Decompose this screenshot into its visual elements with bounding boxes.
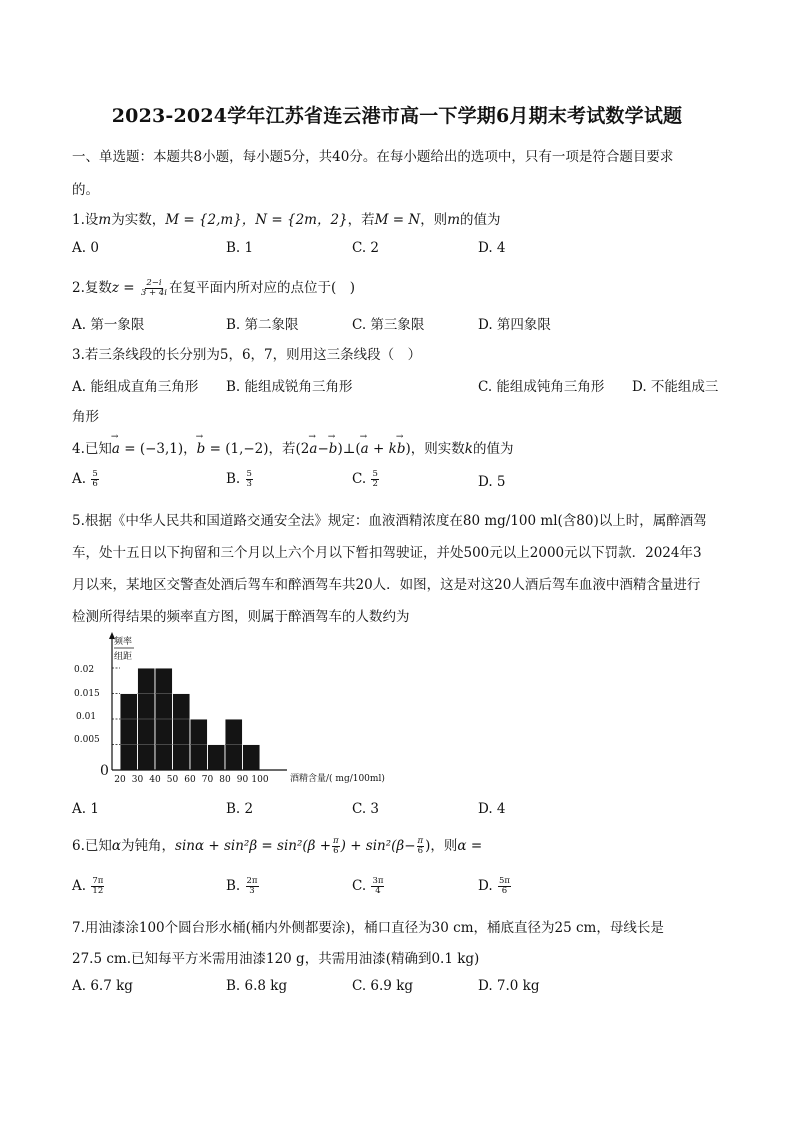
option-label: A.	[72, 878, 87, 894]
question-3: 3.若三条线段的长分别为5，6，7，则用这三条线段（ ）	[72, 347, 422, 363]
x-tick-label: 70	[201, 775, 214, 785]
histogram-bar	[208, 745, 226, 771]
numerator: 5	[372, 469, 378, 479]
q3-option-a[interactable]: A. 能组成直角三角形	[72, 379, 199, 395]
q2-numerator: 2−i	[146, 278, 162, 288]
numerator: 2π	[246, 876, 258, 886]
x-tick-label: 90	[236, 775, 249, 785]
q1-sets: M = {2,m}，N = {2m，2}	[165, 212, 348, 228]
question-5-line4: 检测所得结果的频率直方图，则属于醉酒驾车的人数约为	[72, 609, 410, 625]
frequency-histogram	[72, 630, 412, 790]
vector-b: → b	[197, 441, 206, 457]
q5-option-a[interactable]: A. 1	[72, 801, 99, 817]
option-fraction	[371, 470, 378, 489]
option-fraction	[246, 470, 253, 489]
pi-over-6	[332, 837, 340, 856]
x-tick-label: 80	[219, 775, 231, 785]
q2-var: z =	[111, 280, 135, 296]
q2-option-b[interactable]: B. 第二象限	[226, 317, 299, 333]
origin-label: 0	[100, 763, 109, 779]
x-tick-label: 100	[251, 775, 269, 785]
question-7-line2: 27.5 cm.已知每平方米需用油漆120 g，共需用油漆(精确到0.1 kg)	[72, 951, 480, 967]
q4-b-def: = (1,−2)，若(2	[209, 441, 310, 457]
q1-option-c[interactable]: C. 2	[352, 240, 380, 256]
denominator: 4	[375, 886, 381, 896]
q1-option-a[interactable]: A. 0	[72, 240, 99, 256]
q6-part: 为钝角，	[121, 838, 176, 854]
numerator: 5π	[498, 876, 510, 886]
numerator: π	[333, 836, 339, 846]
q6-alpha: α	[111, 838, 122, 854]
q1-part: ，则	[420, 212, 448, 228]
q2-option-a[interactable]: A. 第一象限	[72, 317, 145, 333]
q2-part: 2.复数	[72, 280, 112, 296]
q6-option-b[interactable]	[226, 877, 260, 896]
q6-option-d[interactable]	[478, 877, 512, 896]
question-2	[72, 276, 355, 298]
page-title: 2023-2024学年江苏省连云港市高一下学期6月期末考试数学试题	[111, 105, 683, 127]
x-tick-label: 20	[114, 775, 126, 785]
question-5-line2: 车，处十五日以下拘留和三个月以上六个月以下暂扣驾驶证，并处500元以上2000元以下罚款．2024年3	[72, 545, 702, 561]
q4-a-def: = (−3,1)，	[124, 441, 197, 457]
q4-part: 4.已知	[72, 441, 112, 457]
vector-a: → a	[309, 441, 317, 457]
denominator: 6	[501, 886, 508, 896]
q3-option-b[interactable]: B. 能组成锐角三角形	[226, 379, 353, 395]
option-label: A.	[72, 471, 87, 487]
q1-option-d[interactable]: D. 4	[478, 240, 506, 256]
q1-option-b[interactable]: B. 1	[226, 240, 254, 256]
histogram-bar	[120, 694, 138, 771]
numerator: 5	[92, 469, 98, 479]
option-label: C.	[352, 471, 367, 487]
q7-option-d[interactable]: D. 7.0 kg	[478, 978, 540, 994]
q6-expr: sinα + sin²β = sin²(β +	[175, 838, 332, 854]
q5-option-c[interactable]: C. 3	[352, 801, 380, 817]
q2-denominator: 3 + 4i	[140, 288, 167, 298]
q4-k: k	[388, 441, 397, 457]
q1-part: 为实数，	[111, 212, 166, 228]
question-5-line1: 5.根据《中华人民共和国道路交通安全法》规定：血液酒精浓度在80 mg/100 ml(含80)以上时，属醉酒驾	[72, 513, 707, 529]
q7-option-b[interactable]: B. 6.8 kg	[226, 978, 288, 994]
numerator: π	[417, 836, 424, 846]
histogram-bar	[243, 745, 261, 771]
denominator: 2	[372, 479, 378, 489]
q1-var: m	[447, 212, 460, 228]
denominator: 3	[246, 479, 252, 489]
q4-part: 的值为	[472, 441, 514, 457]
denominator: 6	[92, 479, 98, 489]
question-1	[72, 208, 501, 228]
q1-part: 的值为	[460, 212, 501, 228]
y-tick-label: 0.02	[74, 665, 95, 675]
numerator: 5	[246, 469, 252, 479]
q7-option-c[interactable]: C. 6.9 kg	[352, 978, 414, 994]
question-7-line1: 7.用油漆涂100个圆台形水桶(桶内外侧都要涂)，桶口直径为30 cm，桶底直径为25 cm，母线长是	[72, 920, 664, 936]
q4-option-d[interactable]: D. 5	[478, 474, 506, 490]
section-heading-line2: 的。	[72, 182, 99, 198]
q5-option-d[interactable]: D. 4	[478, 801, 506, 817]
vector-b: → b	[329, 441, 338, 457]
q1-var: m	[98, 212, 112, 228]
option-fraction	[371, 877, 384, 896]
x-axis-label: 酒精含量/( mg/100ml)	[290, 774, 385, 784]
q1-part: ，若	[347, 212, 375, 228]
section-heading-line1: 一、单选题：本题共8小题，每小题5分，共40分。在每小题给出的选项中，只有一项是符合题目要求	[72, 149, 674, 165]
question-5-line3: 月以来，某地区交警查处酒后驾车和醉酒驾车共20人．如图，这是对这20人酒后驾车血液中酒精含量进行	[72, 577, 701, 593]
q2-part: 在复平面内所对应的点位于( )	[168, 280, 356, 296]
option-fraction	[91, 877, 104, 896]
q5-option-b[interactable]: B. 2	[226, 801, 254, 817]
q1-part: 1.设	[72, 212, 99, 228]
q4-k: k	[464, 441, 473, 457]
numerator: 3π	[372, 876, 384, 886]
option-fraction	[246, 877, 259, 896]
option-fraction	[498, 877, 511, 896]
q6-expr: )，则	[425, 838, 458, 854]
q2-option-c[interactable]: C. 第三象限	[352, 317, 425, 333]
q6-option-c[interactable]	[352, 877, 385, 896]
ylabel-bottom: 组距	[114, 652, 133, 662]
vector-a: → a	[361, 441, 369, 457]
q7-option-a[interactable]: A. 6.7 kg	[72, 978, 133, 994]
question-6	[72, 834, 482, 856]
option-label: C.	[352, 878, 367, 894]
option-fraction	[91, 470, 98, 489]
q3-option-d[interactable]: D. 不能组成三	[632, 379, 719, 395]
y-tick-label: 0.01	[76, 712, 97, 722]
question-4: 4.已知→ a = (−3,1)，→ b = (1,−2)，若(2→ a−→ b)⊥(→ a + k→ b)，则实数k的值为	[72, 437, 513, 457]
q3-option-d-cont: 角形	[72, 409, 99, 425]
denominator: 6	[333, 846, 339, 856]
q4-option-a[interactable]	[72, 470, 100, 489]
q2-option-d[interactable]: D. 第四象限	[478, 317, 551, 333]
q4-part: )，则实数	[405, 441, 465, 457]
q1-cond: M = N	[374, 212, 421, 228]
denominator: 3	[249, 886, 255, 896]
pi-over-6	[417, 837, 425, 856]
option-label: B.	[226, 471, 241, 487]
y-tick-label: 0.015	[74, 689, 100, 699]
q6-expr: ) + sin²(β−	[340, 838, 416, 854]
denominator: 6	[417, 846, 424, 856]
q4-part: )⊥(	[337, 441, 361, 457]
x-tick-label: 40	[149, 775, 161, 785]
vector-b: → b	[397, 441, 406, 457]
y-tick-label: 0.005	[74, 735, 100, 745]
q6-part: 6.已知	[72, 838, 112, 854]
option-label: B.	[226, 878, 241, 894]
option-label: D.	[478, 878, 493, 894]
numerator: 7π	[92, 876, 104, 886]
histogram-bar	[173, 694, 191, 771]
q2-fraction	[140, 279, 168, 298]
x-tick-label: 30	[131, 775, 144, 785]
q6-option-a[interactable]	[72, 877, 105, 896]
denominator: 12	[92, 886, 104, 896]
x-tick-label: 50	[166, 775, 179, 785]
q6-part: α =	[457, 838, 483, 854]
q3-option-c[interactable]: C. 能组成钝角三角形	[478, 379, 605, 395]
x-tick-label: 60	[184, 775, 196, 785]
q4-option-b[interactable]	[226, 470, 254, 489]
vector-a: → a	[112, 441, 120, 457]
q4-option-c[interactable]	[352, 470, 380, 489]
ylabel-top: 频率	[114, 637, 133, 647]
